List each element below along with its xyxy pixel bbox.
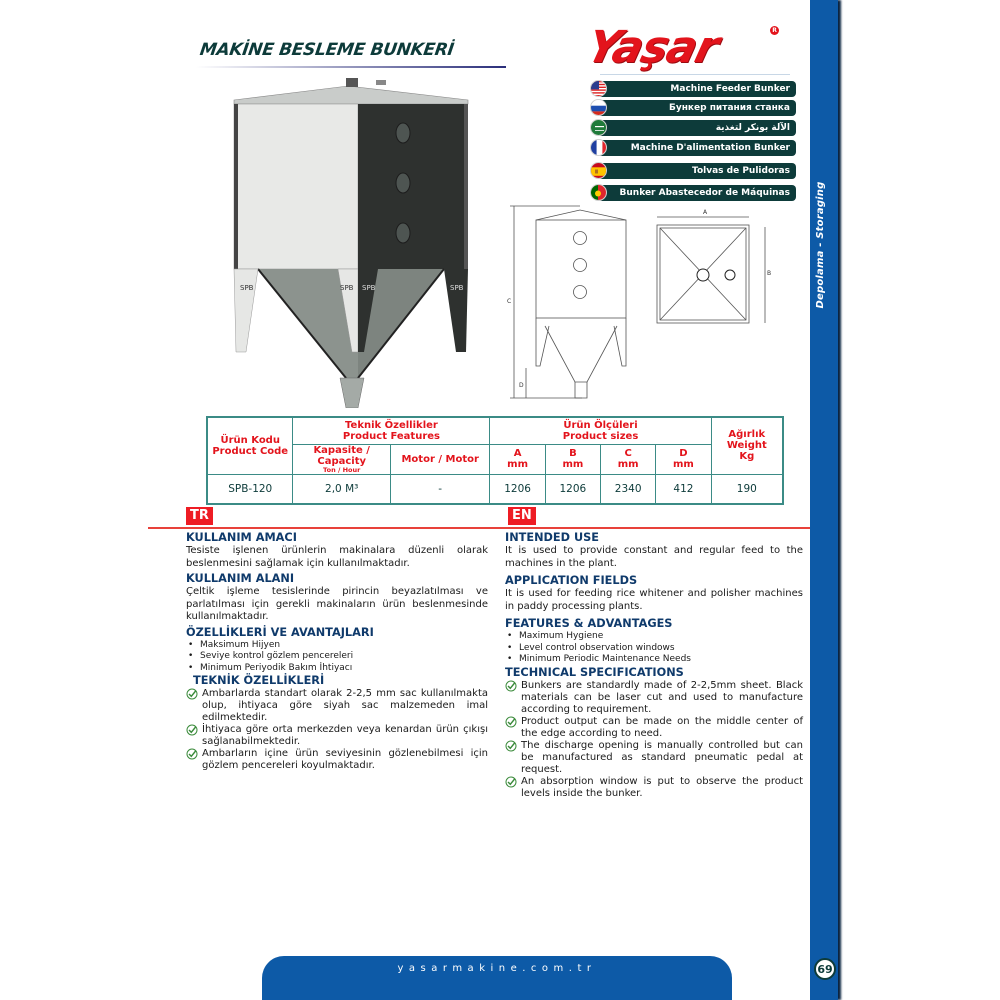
check-circle-icon xyxy=(186,688,198,700)
features-header-en: Product Features xyxy=(342,430,440,442)
svg-text:SPB: SPB xyxy=(240,284,254,292)
motor-header: Motor / Motor xyxy=(390,444,490,474)
tr-heading-features: ÖZELLİKLERİ VE AVANTAJLARI xyxy=(186,625,374,639)
features-header-tr: Teknik Özellikler xyxy=(345,419,438,431)
product-code-header xyxy=(207,417,293,474)
en-section-tag: EN xyxy=(508,507,536,525)
ru-flag-icon xyxy=(590,99,607,116)
language-label: Tolvas de Pulidoras xyxy=(598,163,796,179)
tr-tech-list xyxy=(186,688,488,772)
weight-header-tr: Ağırlık xyxy=(728,429,766,441)
list-item xyxy=(202,724,488,748)
features-header xyxy=(293,417,490,444)
side-view-drawing xyxy=(500,198,640,403)
col-c-header xyxy=(601,444,656,474)
cell-a: 1206 xyxy=(490,474,545,504)
col-d-unit: mm xyxy=(673,459,694,470)
logo-text: Yaşar xyxy=(581,22,724,73)
registered-mark-icon: R xyxy=(770,26,779,35)
sizes-header-en: Product sizes xyxy=(562,430,639,442)
tr-features-list xyxy=(186,640,488,675)
bunker-product-image xyxy=(228,78,474,408)
language-label: Bunker Abastecedor de Máquinas xyxy=(598,185,796,201)
en-tech-text: The discharge opening is manually controlled but can be manufactured as standard pneumatic pedal at request. xyxy=(521,739,803,775)
language-item xyxy=(590,120,796,136)
language-label: Machine D'alimentation Bunker xyxy=(598,140,796,156)
sizes-header xyxy=(490,417,711,444)
list-item xyxy=(521,680,803,716)
product-code-header-en: Product Code xyxy=(212,445,289,457)
en-tech-text: Bunkers are standardly made of 2-2,5mm sheet. Black materials can be laser cut and used to manufacture according to requirement. xyxy=(521,679,803,715)
side-band-label: Depolama - Storaging xyxy=(815,181,826,309)
list-item: • Maximum Hygiene xyxy=(519,631,803,643)
cell-d: 412 xyxy=(656,474,711,504)
product-code-header-tr: Ürün Kodu xyxy=(220,434,280,446)
list-item xyxy=(202,688,488,724)
col-b-unit: mm xyxy=(562,459,584,470)
language-item xyxy=(590,81,796,97)
tr-tech-text: İhtiyaca göre orta merkezden veya kenardan ürün çıkışı sağlanabilmektedir. xyxy=(202,724,488,747)
tr-heading-area: KULLANIM ALANI xyxy=(186,572,295,585)
weight-header xyxy=(711,417,783,474)
check-circle-icon xyxy=(186,724,198,736)
list-item xyxy=(202,748,488,772)
list-item: • Maksimum Hijyen xyxy=(200,640,488,652)
us-flag-icon xyxy=(590,80,607,97)
capacity-header xyxy=(293,444,391,474)
fr-flag-icon xyxy=(590,139,607,156)
en-column xyxy=(505,531,803,800)
en-heading-tech: TECHNICAL SPECIFICATIONS xyxy=(505,665,684,679)
page-number: 69 xyxy=(814,958,836,980)
col-d-header xyxy=(656,444,711,474)
language-label: Бункер питания станка xyxy=(598,100,796,116)
svg-text:SPB: SPB xyxy=(450,284,464,292)
dim-d-label: D xyxy=(519,382,524,389)
brand-logo xyxy=(581,22,788,77)
capacity-unit: Ton / Hour xyxy=(323,465,361,474)
check-circle-icon xyxy=(186,748,198,760)
dim-c-label: C xyxy=(507,298,512,305)
svg-text:SPB: SPB xyxy=(340,284,354,292)
cell-weight: 190 xyxy=(711,474,783,504)
en-text-area: It is used for feeding rice whitener and polisher machines in paddy processing plants. xyxy=(505,588,803,612)
en-features-list xyxy=(505,631,803,666)
sizes-header-tr: Ürün Ölçüleri xyxy=(563,419,638,431)
en-heading-area: APPLICATION FIELDS xyxy=(505,574,638,587)
tr-heading-use: KULLANIM AMACI xyxy=(186,531,297,544)
cell-c: 2340 xyxy=(601,474,656,504)
tr-column xyxy=(186,531,488,772)
dim-b-label: B xyxy=(767,270,772,277)
en-tech-text: Product output can be made on the middle center of the edge according to need. xyxy=(521,715,803,739)
spec-table xyxy=(206,416,784,505)
logo-divider xyxy=(600,74,790,75)
en-heading-features: FEATURES & ADVANTAGES xyxy=(505,617,673,630)
tr-section-tag: TR xyxy=(186,507,213,525)
weight-header-unit: Kg xyxy=(739,451,755,463)
cell-b: 1206 xyxy=(545,474,600,504)
list-item: • Seviye kontrol gözlem pencereleri xyxy=(200,651,488,663)
en-heading-use: INTENDED USE xyxy=(505,531,599,544)
list-item: • Minimum Periodic Maintenance Needs xyxy=(519,654,803,666)
col-a-letter: A xyxy=(513,448,522,459)
check-circle-icon xyxy=(505,740,517,752)
es-flag-icon xyxy=(590,162,607,179)
cell-motor: - xyxy=(390,474,490,504)
list-item xyxy=(521,776,803,800)
list-item xyxy=(521,716,803,740)
dim-a-label: A xyxy=(703,209,708,216)
check-circle-icon xyxy=(505,716,517,728)
en-text-use: It is used to provide constant and regular feed to the machines in the plant. xyxy=(505,545,803,569)
language-item xyxy=(590,140,796,156)
capacity-header-label: Kapasite / Capacity xyxy=(313,444,370,467)
section-divider xyxy=(148,527,810,529)
sa-flag-icon xyxy=(590,119,607,136)
cell-code: SPB-120 xyxy=(207,474,293,504)
list-item xyxy=(521,740,803,776)
tr-tech-text: Ambarların içine ürün seviyesinin gözlenebilmesi için gözlem pencereleri koyulmaktadır. xyxy=(202,748,488,771)
table-row xyxy=(207,474,783,504)
col-b-letter: B xyxy=(569,448,577,459)
list-item: • Minimum Periyodik Bakım İhtiyacı xyxy=(200,663,488,675)
language-label: الآلة بونكر لتغذية xyxy=(598,120,796,136)
tr-text-use: Tesiste işlenen ürünlerin makinalara düzenli olarak beslenmesini sağlamak için kullanılmaktadır. xyxy=(186,545,488,569)
col-b-header xyxy=(545,444,600,474)
col-c-unit: mm xyxy=(617,459,639,470)
top-view-drawing xyxy=(645,203,775,328)
svg-text:SPB: SPB xyxy=(362,284,376,292)
col-a-header xyxy=(490,444,545,474)
language-item xyxy=(590,163,796,179)
cell-capacity: 2,0 M³ xyxy=(293,474,391,504)
page-title: MAKİNE BESLEME BUNKERİ xyxy=(198,40,456,60)
side-band xyxy=(810,0,838,1000)
en-tech-list xyxy=(505,680,803,800)
check-circle-icon xyxy=(505,776,517,788)
weight-header-en: Weight xyxy=(726,440,767,452)
language-item xyxy=(590,100,796,116)
tr-text-area: Çeltik işleme tesislerinde pirincin beyazlatılması ve parlatılması için gerekli makinaların ürün beslenmesinde kullanılmaktadır. xyxy=(186,586,488,622)
col-d-letter: D xyxy=(679,448,688,459)
tr-tech-text: Ambarlarda standart olarak 2-2,5 mm sac kullanılmakta olup, ihtiyaca göre siyah sac malzemeden imal edilmektedir. xyxy=(202,688,488,723)
tr-heading-tech: TEKNİK ÖZELLİKLERİ xyxy=(193,674,325,687)
website-link[interactable]: yasarmakine.com.tr xyxy=(397,963,597,974)
col-a-unit: mm xyxy=(507,459,529,470)
en-tech-text: An absorption window is put to observe the product levels inside the bunker. xyxy=(521,775,803,799)
list-item: • Level control observation windows xyxy=(519,643,803,655)
language-label: Machine Feeder Bunker xyxy=(598,81,796,97)
title-underline xyxy=(196,66,506,68)
check-circle-icon xyxy=(505,680,517,692)
col-c-letter: C xyxy=(624,448,632,459)
